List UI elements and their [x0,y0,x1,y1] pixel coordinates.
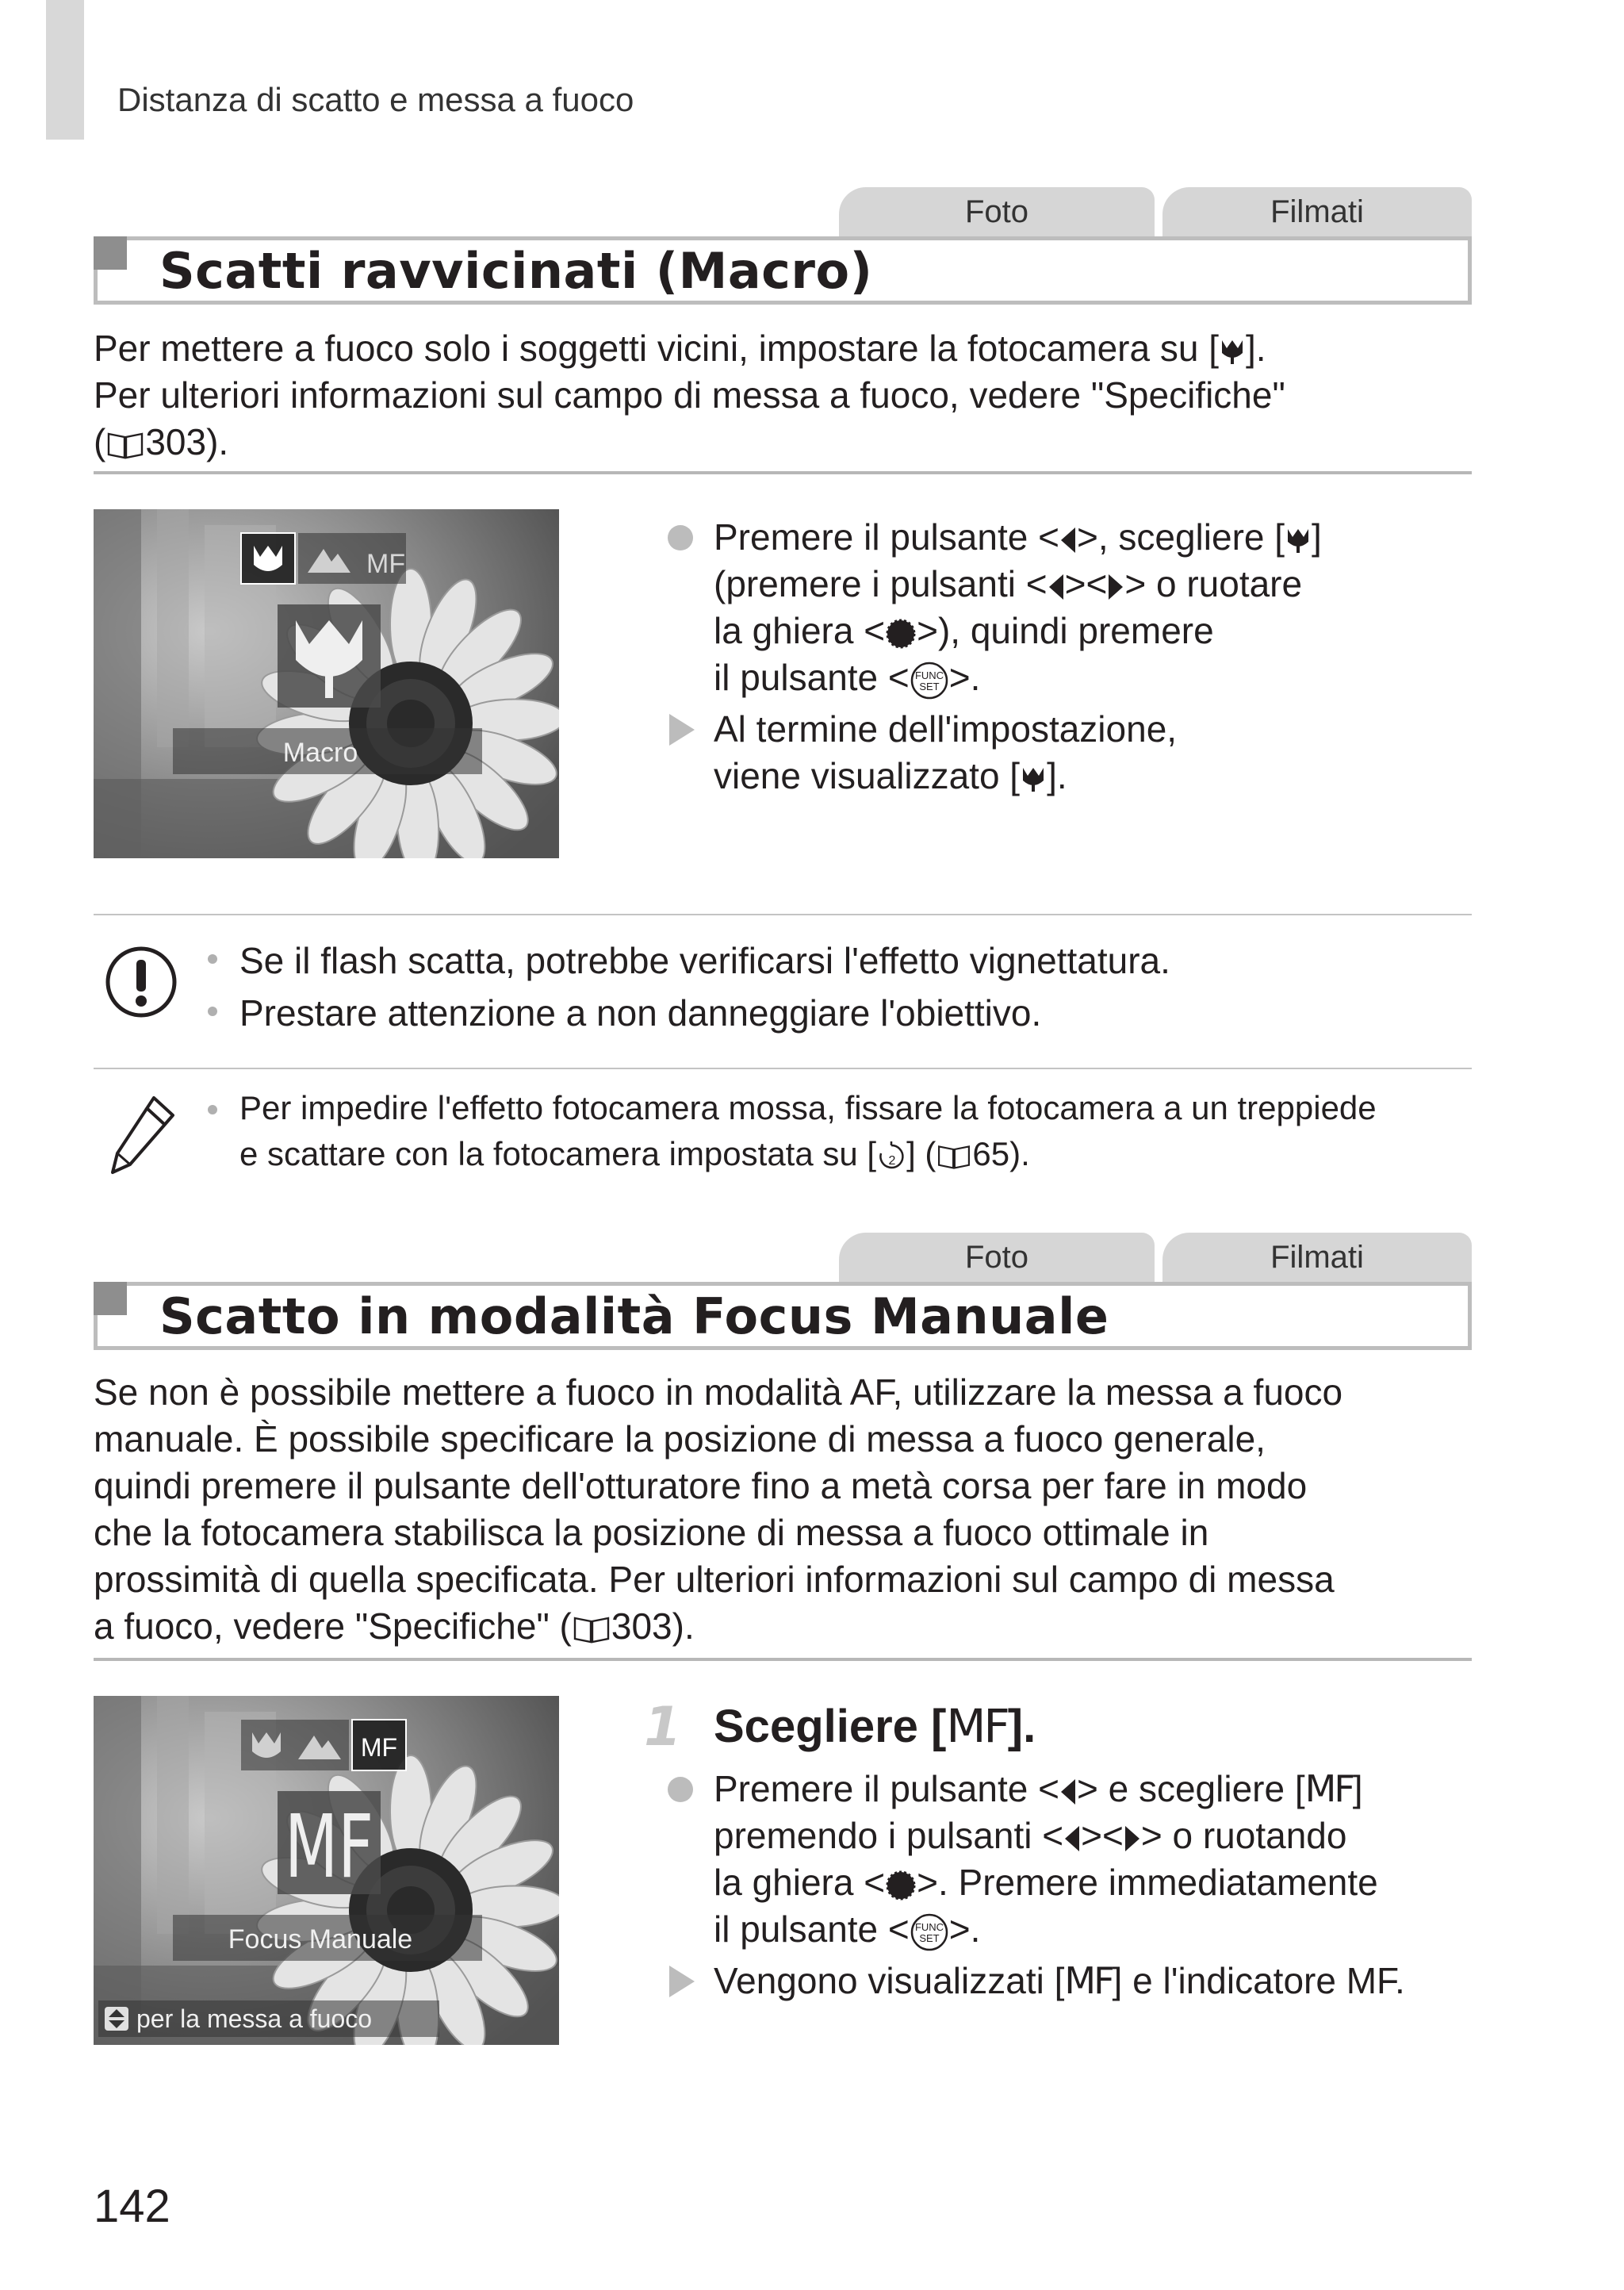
book-ref-icon [105,429,145,461]
section-title-macro: Scatti ravvicinati (Macro) [94,236,1472,305]
note-item: Per impedire l'effetto fotocamera mossa, fissare la fotocamera a un treppiede e scattare con la fotocamera impostata su [ 2 ] ( 65). [190,1085,1475,1177]
macro-icon [1285,524,1312,556]
book-ref-icon [572,1613,611,1645]
svg-text:FUNC: FUNC [914,669,944,681]
mf-option-label: MF [366,549,406,579]
title-marker [94,1282,127,1315]
svg-text:SET: SET [919,1931,940,1944]
mf-mode-icon: MF [1304,1767,1353,1810]
mf-big-label: MF [285,1796,373,1897]
bullet-dot-icon [668,525,693,550]
step-result-1: Vengono visualizzati [MF] e l'indicatore MF. [666,1958,1483,2004]
edge-tab-marker [46,0,84,140]
macro-caption: Macro [282,738,358,768]
step-result-1: Al termine dell'impostazione, viene visualizzato [ ]. [666,706,1475,800]
macro-icon [1020,763,1047,795]
running-head: Distanza di scatto e messa a fuoco [117,81,634,118]
left-arrow-icon [1059,1778,1077,1806]
bullet-dot-icon [668,1777,693,1802]
left-arrow-icon [1048,573,1065,601]
pencil-note-icon [106,1091,179,1179]
tab-filmati: Filmati [1162,187,1472,236]
caution-item: Prestare attenzione a non danneggiare l'obiettivo. [190,987,1475,1039]
divider [94,471,1472,474]
mf-mode-icon: MF [1064,1959,1113,2002]
svg-text:2: 2 [888,1153,896,1168]
tab-foto: Foto [839,1233,1155,1282]
control-dial-icon [885,1870,917,1901]
section-title-manual-focus: Scatto in modalità Focus Manuale [94,1282,1472,1350]
tab-filmati: Filmati [1162,1233,1472,1282]
caution-top-rule [94,914,1472,915]
result-arrow-icon [669,714,695,746]
left-arrow-icon [1063,1824,1081,1853]
divider [94,1658,1472,1661]
macro-steps [666,514,1475,800]
macro-icon [1219,336,1246,367]
func-set-button-icon [910,1912,949,1952]
svg-text:FUNC: FUNC [914,1920,944,1933]
mf-steps [666,1766,1483,2004]
step-number: 1 [644,1696,682,1759]
self-timer-2s-icon [876,1141,906,1172]
sunflower-photo [94,1696,559,2045]
left-arrow-icon [1059,526,1077,554]
page-number: 142 [94,2181,170,2232]
macro-intro: Per mettere a fuoco solo i soggetti vicini, impostare la fotocamera su [ ]. Per ulteriori informazioni sul campo di messa a fuoco, vedere "Specifiche" ( 303). [94,328,1285,462]
result-arrow-icon [669,1966,695,1997]
title-marker [94,236,127,270]
step-heading: Scegliere [MF]. [714,1699,1036,1753]
right-arrow-icon [1124,1824,1141,1853]
control-dial-icon [885,618,917,650]
focus-hint: per la messa a fuoco [136,2004,373,2033]
mf-caption: Focus Manuale [228,1924,413,1954]
right-arrow-icon [1107,573,1124,601]
book-ref-icon [936,1142,972,1171]
mf-mode-icon: MF [946,1699,1008,1753]
tab-foto: Foto [839,187,1155,236]
step-bullet-1: Premere il pulsante < > e scegliere [MF] premendo i pulsanti < >< > o ruotando la ghiera < >. Premere immediatamente il pulsante < FUNC SET >. [666,1766,1483,1953]
mf-intro: Se non è possibile mettere a fuoco in modalità AF, utilizzare la messa a fuoco manuale. È possibile specificare la posizione di messa a fuoco generale, quindi premere il pulsante dell'otturatore fino a metà corsa per fare in modo che la fotocamera stabilisca la posizione di messa a fuoco ottimale in prossimità di quella specificata. Per ulteriori informazioni sul campo di messa a fuoco, vedere "Specifiche" ( 303). [94,1371,1343,1647]
func-set-button-icon [910,661,949,700]
sunflower-photo [94,509,559,858]
mf-option-label: MF [360,1733,398,1762]
note-list [190,1085,1475,1177]
caution-icon [103,944,179,1020]
mf-screen-image [94,1696,559,2045]
step-bullet-1: Premere il pulsante < >, scegliere [ ] (premere i pulsanti < >< > o ruotare la ghiera < >), quindi premere il pulsante < FUNC SET >. [666,514,1475,701]
caution-bottom-rule [94,1068,1472,1069]
svg-text:SET: SET [919,680,940,692]
caution-item: Se il flash scatta, potrebbe verificarsi l'effetto vignettatura. [190,934,1475,987]
macro-screen-image [94,509,559,858]
caution-list [190,934,1475,1039]
